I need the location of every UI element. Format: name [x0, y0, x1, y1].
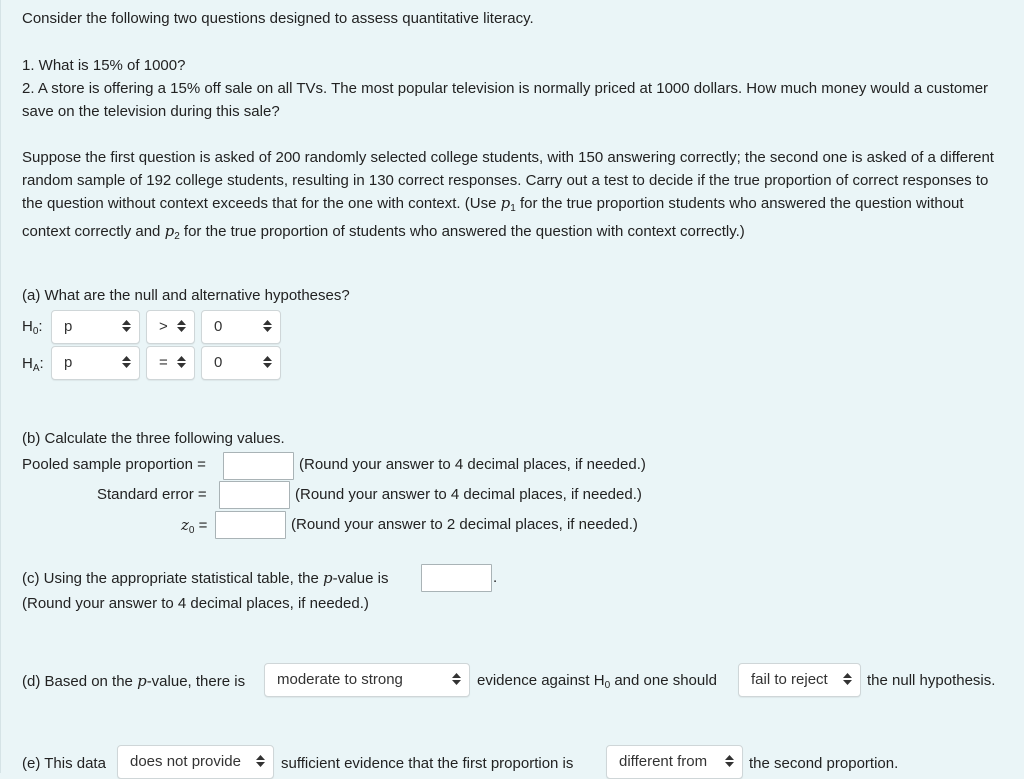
up-down-chevron-icon — [263, 311, 272, 343]
z0-label: $z_0$ = — [181, 516, 208, 536]
part-d-suffix: the null hypothesis. — [867, 672, 996, 689]
pooled-proportion-input[interactable] — [223, 452, 294, 480]
question-1-text: 1. What is 15% of 1000? — [22, 57, 186, 74]
decision-select[interactable]: fail to reject — [738, 663, 861, 697]
part-b-question: (b) Calculate the three following values. — [22, 430, 285, 447]
part-d-prefix: (d) Based on the p-value, there is — [22, 672, 246, 690]
h0-value-select[interactable]: 0 — [201, 310, 281, 344]
scenario-text: Suppose the first question is asked of 200 randomly selected college students, with 150 answering correctly; the second one is asked of a different random sample of 192 college students, resulting in 130 correct responses. Carry out a test to decide if the true proportion of correct responses to the question without context exceeds that for the one with context. (Use $p_1$ for the true proportion students who answered the question without context correctly and $p_2$ for the true proportion of students who answered the question with context correctly.) — [22, 149, 994, 242]
part-d-middle: evidence against $H_0$ and one should — [477, 672, 717, 691]
part-c-question: (c) Using the appropriate statistical table, the p-value is — [22, 569, 389, 587]
part-e-middle: sufficient evidence that the first proportion is — [281, 755, 574, 772]
z0-input[interactable] — [215, 511, 286, 539]
ha-operator-select[interactable]: = — [146, 346, 195, 380]
up-down-chevron-icon — [122, 347, 131, 379]
pooled-label: Pooled sample proportion = — [22, 456, 206, 473]
provide-select[interactable]: does not provide — [117, 745, 274, 779]
up-down-chevron-icon — [122, 311, 131, 343]
h0-parameter-select[interactable]: p — [51, 310, 140, 344]
part-a-question: (a) What are the null and alternative hypotheses? — [22, 287, 350, 304]
part-e-suffix: the second proportion. — [749, 755, 899, 772]
up-down-chevron-icon — [177, 347, 186, 379]
ha-value-select[interactable]: 0 — [201, 346, 281, 380]
up-down-chevron-icon — [843, 664, 852, 696]
standard-error-label: Standard error = — [97, 486, 207, 503]
up-down-chevron-icon — [256, 746, 265, 778]
part-c-period: . — [493, 569, 498, 586]
z0-hint: (Round your answer to 2 decimal places, if needed.) — [291, 516, 638, 533]
standard-error-hint: (Round your answer to 4 decimal places, if needed.) — [295, 486, 642, 503]
ha-label: $H_A$: — [22, 355, 44, 374]
evidence-strength-select[interactable]: moderate to strong — [264, 663, 470, 697]
intro-text: Consider the following two questions designed to assess quantitative literacy. — [22, 10, 534, 27]
up-down-chevron-icon — [725, 746, 734, 778]
up-down-chevron-icon — [452, 664, 461, 696]
up-down-chevron-icon — [177, 311, 186, 343]
h0-operator-select[interactable]: > — [146, 310, 195, 344]
h0-label: $H_0$: — [22, 318, 43, 337]
part-c-hint: (Round your answer to 4 decimal places, if needed.) — [22, 595, 369, 612]
comparison-select[interactable]: different from — [606, 745, 743, 779]
pooled-hint: (Round your answer to 4 decimal places, if needed.) — [299, 456, 646, 473]
up-down-chevron-icon — [263, 347, 272, 379]
p-value-input[interactable] — [421, 564, 492, 592]
standard-error-input[interactable] — [219, 481, 290, 509]
question-2-text: 2. A store is offering a 15% off sale on all TVs. The most popular television is normally priced at 1000 dollars. How much money would a customer save on the television during this sale? — [22, 80, 989, 120]
part-e-prefix: (e) This data — [22, 755, 106, 772]
ha-parameter-select[interactable]: p — [51, 346, 140, 380]
